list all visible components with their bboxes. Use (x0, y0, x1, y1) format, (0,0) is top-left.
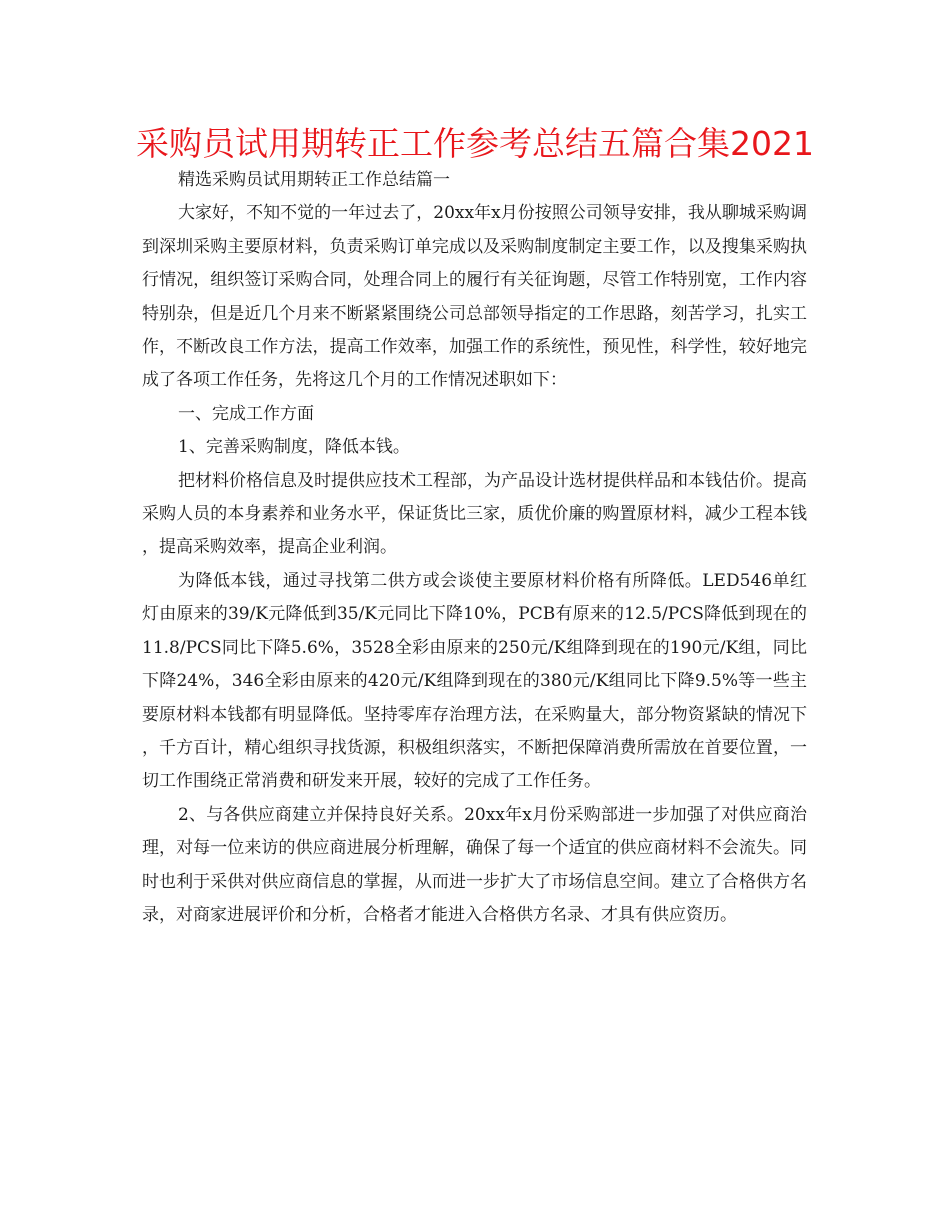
body-paragraph: 为降低本钱，通过寻找第二供方或会谈使主要原材料价格有所降低。LED546单红灯由原来的39/K元降低到35/K元同比下降10%，PCB有原来的12.5/PCS降低到现在的11.8/PCS同比下降5.6%，3528全彩由原来的250元/K组降到现在的190元/K组，同比下降24%，346全彩由原来的420元/K组降到现在的380元/K组同比下降9.5%等一些主要原材料本钱都有明显降低。坚持零库存治理方法，在采购量大，部分物资紧缺的情况下，千方百计，精心组织寻找货源，积极组织落实，不断把保障消费所需放在首要位置，一切工作围绕正常消费和研发来开展，较好的完成了工作任务。 (142, 570, 807, 792)
body-paragraph: 2、与各供应商建立并保持良好关系。20xx年x月份采购部进一步加强了对供应商治理，对每一位来访的供应商进展分析理解，确保了每一个适宜的供应商材料不会流失。同时也利于采供对供应商信息的掌握，从而进一步扩大了市场信息空间。建立了合格供方名录，对商家进展评价和分析，合格者才能进入合格供方名录、才具有供应资历。 (142, 804, 807, 925)
document-body (142, 164, 807, 932)
section-heading: 一、完成工作方面 (178, 403, 314, 424)
section-heading: 精选采购员试用期转正工作总结篇一 (178, 170, 450, 190)
body-paragraph: 大家好，不知不觉的一年过去了，20xx年x月份按照公司领导安排，我从聊城采购调到深圳采购主要原材料，负责采购订单完成以及采购制度制定主要工作，以及搜集采购执行情况，组织签订采购合同，处理合同上的履行有关征询题，尽管工作特别宽，工作内容特别杂，但是近几个月来不断紧紧围绕公司总部领导指定的工作思路，刻苦学习，扎实工作，不断改良工作方法，提高工作效率，加强工作的系统性，预见性，科学性，较好地完成了各项工作任务，先将这几个月的工作情况述职如下： (142, 203, 807, 391)
body-paragraph: 把材料价格信息及时提供应技术工程部，为产品设计选材提供样品和本钱估价。提高采购人员的本身素养和业务水平，保证货比三家，质优价廉的购置原材料，减少工程本钱，提高采购效率，提高企业利润。 (142, 470, 807, 558)
subsection-heading: 1、完善采购制度，降低本钱。 (178, 437, 410, 458)
document-title: 采购员试用期转正工作参考总结五篇合集2021 (136, 124, 814, 163)
